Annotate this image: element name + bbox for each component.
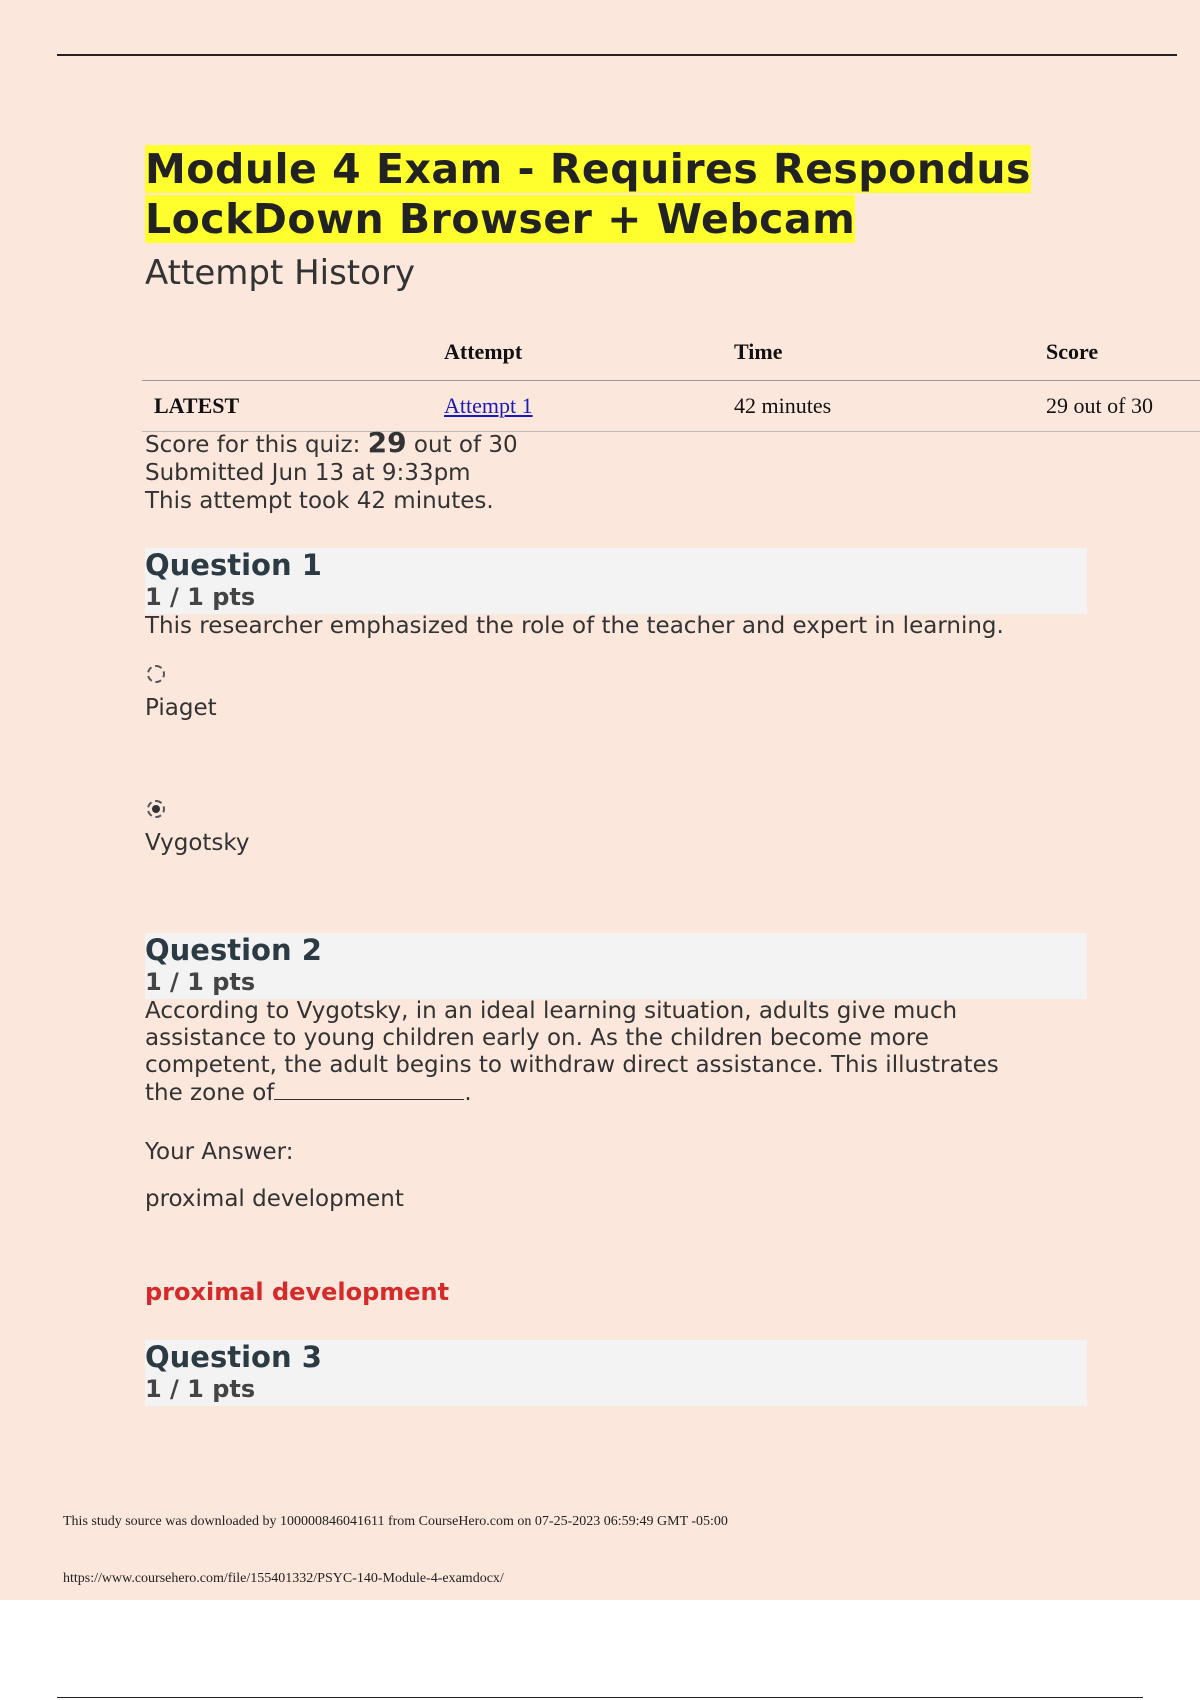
quiz-summary — [145, 426, 518, 515]
question-2-text-line-4-start: the zone of — [145, 1080, 275, 1106]
time-cell: 42 minutes — [734, 381, 1046, 432]
score-line — [145, 426, 518, 459]
correct-answer: proximal development — [145, 1278, 450, 1306]
question-2-text-line-3: competent, the adult begins to withdraw direct assistance. This illustrates — [145, 1052, 999, 1078]
submitted-line: Submitted Jun 13 at 9:33pm — [145, 460, 471, 486]
question-1-header — [145, 548, 1087, 614]
your-answer-value: proximal development — [145, 1186, 404, 1212]
score-suffix: out of 30 — [406, 432, 518, 458]
option-piaget-radio[interactable] — [147, 665, 165, 683]
attempt-history-table — [142, 324, 1200, 432]
question-2-title: Question 2 — [145, 933, 322, 967]
duration-line: This attempt took 42 minutes. — [145, 488, 494, 514]
question-1-points: 1 / 1 pts — [145, 583, 256, 611]
attempt-link[interactable]: Attempt 1 — [444, 393, 533, 418]
question-3-header — [145, 1340, 1087, 1406]
title-line-2: LockDown Browser + Webcam — [145, 195, 856, 243]
table-row — [142, 381, 1200, 432]
answer-blank — [274, 1079, 464, 1100]
footer-source-line: This study source was downloaded by 100000846041611 from CourseHero.com on 07-25-2023 06:59:49 GMT -05:00 — [63, 1514, 728, 1529]
question-2-text-line-1: According to Vygotsky, in an ideal learning situation, adults give much — [145, 998, 958, 1024]
header-attempt: Attempt — [444, 324, 734, 381]
question-2-text-line-4 — [145, 1079, 1105, 1107]
header-score: Score — [1046, 324, 1200, 381]
score-value: 29 — [367, 426, 407, 459]
question-3-title: Question 3 — [145, 1340, 322, 1374]
question-2-points: 1 / 1 pts — [145, 968, 256, 996]
score-cell: 29 out of 30 — [1046, 381, 1200, 432]
question-2-text-line-2: assistance to young children early on. As the children become more — [145, 1025, 929, 1051]
option-vygotsky-label: Vygotsky — [145, 830, 250, 856]
score-prefix: Score for this quiz: — [145, 432, 368, 458]
title-line-1: Module 4 Exam - Requires Respondus — [145, 145, 1031, 193]
question-3-points: 1 / 1 pts — [145, 1375, 256, 1403]
header-blank — [142, 324, 444, 381]
top-rule — [57, 54, 1177, 56]
question-2-header — [145, 933, 1087, 999]
page-title — [145, 144, 1200, 244]
row-label: LATEST — [142, 381, 444, 432]
header-time: Time — [734, 324, 1046, 381]
table-header-row — [142, 324, 1200, 381]
question-1-title: Question 1 — [145, 548, 322, 582]
content-area — [145, 144, 1200, 1403]
attempt-cell — [444, 381, 734, 432]
question-2-text — [145, 998, 1105, 1107]
question-1-text: This researcher emphasized the role of the teacher and expert in learning. — [145, 613, 1004, 639]
page-subtitle: Attempt History — [145, 253, 416, 293]
bottom-rule — [57, 1697, 1143, 1698]
your-answer-label: Your Answer: — [145, 1139, 294, 1165]
option-piaget-label: Piaget — [145, 695, 217, 721]
footer-url-line: https://www.coursehero.com/file/155401332/PSYC-140-Module-4-examdocx/ — [63, 1571, 504, 1586]
question-2-text-end: . — [464, 1080, 472, 1106]
option-vygotsky-radio[interactable] — [147, 800, 165, 818]
